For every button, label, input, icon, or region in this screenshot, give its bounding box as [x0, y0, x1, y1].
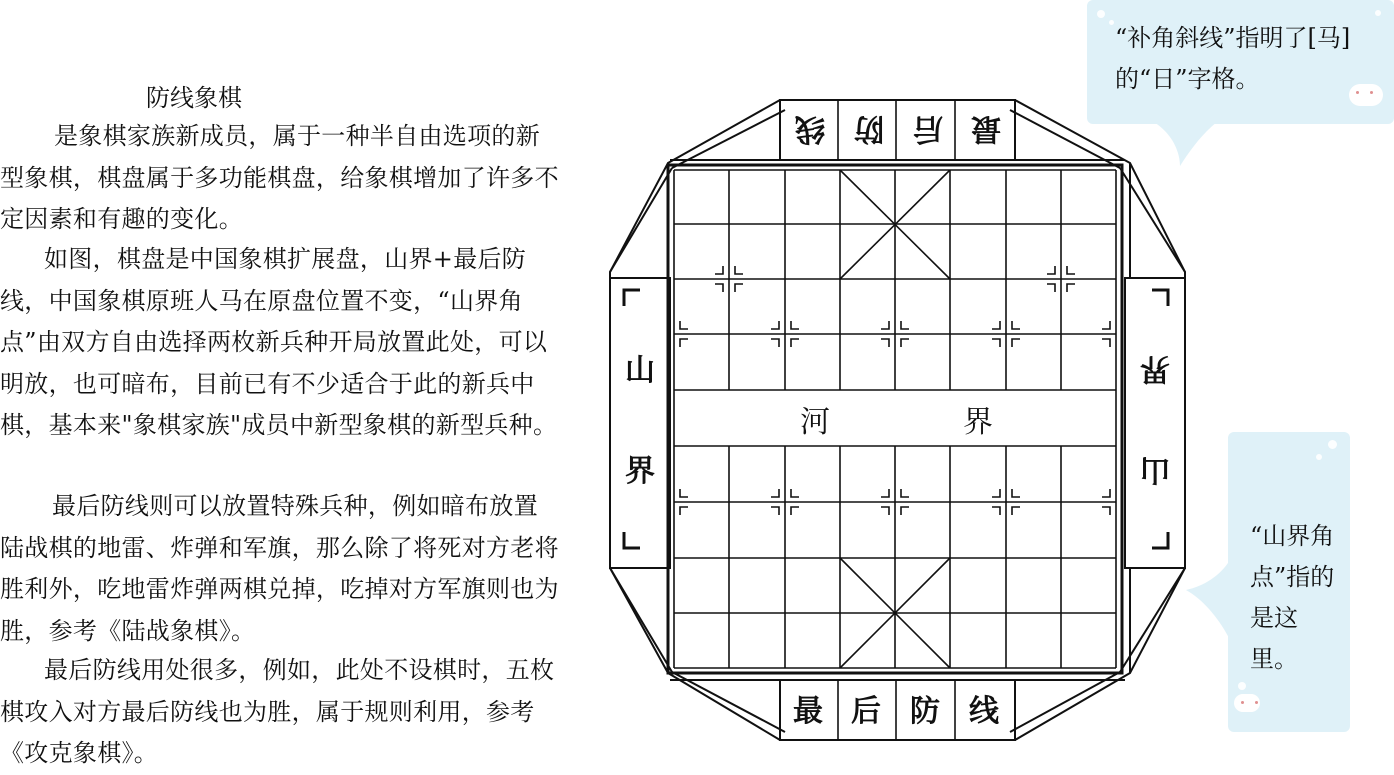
left-mountain-char-1: 山: [625, 353, 655, 388]
right-mountain-char-2: 界: [1140, 351, 1170, 386]
article-paragraph-4: 最后防线用处很多，例如，此处不设棋时，五枚棋攻入对方最后防线也为胜，属于规则利用，参考《攻克象棋》。: [0, 656, 555, 767]
board-octagon-outline: [610, 100, 1185, 740]
article-title: 防线象棋: [146, 84, 242, 112]
callout-bubble-mountain-corner: [1228, 432, 1350, 732]
cloud-face-icon: [1234, 694, 1260, 712]
article-paragraph-2: 如图，棋盘是中国象棋扩展盘，山界+最后防线，中国象棋原班人马在原盘位置不变，“山界角点”由双方自由选择两枚新兵种开局放置此处，可以明放，也可暗布，目前已有不少适合于此的新兵中棋，基本来"象棋家族"成员中新型象棋的新型兵种。: [0, 245, 558, 439]
bottom-zone-char-1: 最: [793, 694, 823, 729]
left-mountain-zone: [610, 278, 670, 568]
bottom-zone-char-4: 线: [969, 694, 999, 729]
board-grid: [674, 170, 1116, 668]
bottom-zone-char-3: 防: [910, 694, 940, 729]
top-zone-char-4: 线: [795, 111, 825, 146]
chess-board-diagram: [600, 94, 1190, 748]
callout-knight-diagonal-text: “补角斜线”指明了[马]的“日”字格。: [1115, 24, 1351, 93]
top-zone-char-1: 最: [971, 111, 1001, 146]
river-label-left: 河: [800, 405, 830, 440]
article-paragraph-3: 最后防线则可以放置特殊兵种，例如暗布放置陆战棋的地雷、炸弹和军旗，那么除了将死对方老将胜利外，吃地雷炸弹两棋兑掉，吃掉对方军旗则也为胜，参考《陆战象棋》。: [0, 492, 559, 645]
callout-mountain-corner-text: “山界角点”指的是这里。: [1250, 522, 1335, 673]
callout-bubble-knight-diagonal: [1087, 0, 1394, 124]
callout-right-tail: [1186, 560, 1232, 650]
position-markers: [624, 266, 1168, 548]
right-mountain-char-1: 山: [1140, 452, 1170, 487]
article-paragraph-1: 是象棋家族新成员，属于一种半自由选项的新型象棋，棋盘属于多功能棋盘，给象棋增加了许多不定因素和有趣的变化。: [0, 122, 559, 233]
callout-top-tail: [1150, 120, 1230, 170]
bottom-zone-char-2: 后: [851, 694, 881, 729]
top-zone-char-3: 防: [854, 111, 884, 146]
river-label-right: 界: [963, 405, 993, 440]
top-zone-char-2: 后: [913, 111, 943, 146]
right-mountain-zone: [1125, 278, 1185, 568]
left-mountain-char-2: 界: [625, 454, 655, 489]
